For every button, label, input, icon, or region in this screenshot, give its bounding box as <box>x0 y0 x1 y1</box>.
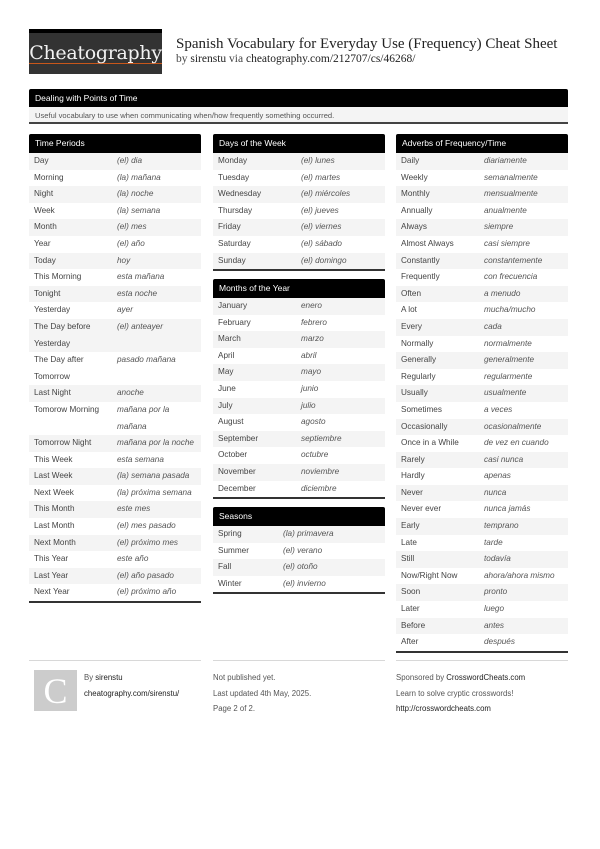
table-row <box>396 253 568 270</box>
spanish-term: esta mañana <box>117 272 165 282</box>
spanish-term: esta semana <box>117 454 164 464</box>
page-title: Spanish Vocabulary for Everyday Use (Frequency) Cheat Sheet <box>176 36 558 52</box>
english-term: Saturday <box>218 238 251 248</box>
table-row <box>213 381 385 398</box>
adverbs-table <box>396 134 568 653</box>
footer-by-line <box>84 670 201 686</box>
table-row <box>396 153 568 170</box>
table-row <box>213 364 385 381</box>
table-row <box>213 481 385 498</box>
english-term: Month <box>34 222 57 232</box>
english-term: December <box>218 483 256 493</box>
table-row <box>29 319 201 352</box>
english-term: Year <box>34 238 51 248</box>
time-periods-table <box>29 134 201 603</box>
spanish-term: julio <box>301 400 316 410</box>
table-row <box>396 634 568 651</box>
spanish-term: (el) jueves <box>301 205 339 215</box>
english-term: Usually <box>401 388 428 398</box>
english-term: Late <box>401 537 417 547</box>
table-row <box>213 526 385 543</box>
spanish-term: este mes <box>117 504 151 514</box>
spanish-term: a menudo <box>484 288 521 298</box>
table-row <box>29 584 201 601</box>
spanish-term: (la) próxima semana <box>117 487 192 497</box>
english-term: Tonight <box>34 288 61 298</box>
spanish-term: hoy <box>117 255 131 265</box>
sponsor-link[interactable]: CrosswordCheats.com <box>446 673 526 682</box>
table-row <box>29 568 201 585</box>
author-avatar[interactable]: C <box>34 670 77 711</box>
spanish-term: (el) martes <box>301 172 341 182</box>
table-row <box>396 419 568 436</box>
english-term: January <box>218 301 248 310</box>
english-term: Before <box>401 620 426 630</box>
english-term: Once in a While <box>401 438 459 448</box>
table-row <box>29 452 201 469</box>
sponsor-prefix: Sponsored by <box>396 673 445 682</box>
spanish-term: septiembre <box>301 433 342 443</box>
table-header: Time Periods <box>29 134 201 153</box>
spanish-term: ayer <box>117 305 133 315</box>
table-row <box>396 601 568 618</box>
sheet-url-link[interactable]: cheatography.com/212707/cs/46268/ <box>245 53 416 65</box>
english-term: September <box>218 433 259 443</box>
english-term: Hardly <box>401 471 425 481</box>
english-term: Occasionally <box>401 421 448 431</box>
spanish-term: (la) semana pasada <box>117 471 190 481</box>
table-body <box>213 153 385 271</box>
table-row <box>29 302 201 319</box>
table-row <box>29 535 201 552</box>
spanish-term: mañana por la noche <box>117 438 194 448</box>
spanish-term: (la) semana <box>117 205 161 215</box>
english-term: This Year <box>34 554 69 564</box>
spanish-term: (el) verano <box>283 545 323 555</box>
english-term: Day <box>34 156 49 165</box>
english-term: Always <box>401 222 427 232</box>
table-row <box>213 464 385 481</box>
english-term: Tomorow Morning <box>34 404 100 414</box>
spanish-term: tarde <box>484 537 503 547</box>
english-term: October <box>218 450 248 460</box>
english-term: Yesterday <box>34 305 71 315</box>
table-row <box>396 219 568 236</box>
table-row <box>396 501 568 518</box>
table-row <box>396 485 568 502</box>
spanish-term: pronto <box>484 587 508 597</box>
table-body <box>396 153 568 653</box>
page-number: Page 2 of 2. <box>213 704 256 713</box>
spanish-term: semanalmente <box>484 172 538 182</box>
spanish-term: octubre <box>301 450 329 460</box>
spanish-term: diciembre <box>301 483 337 493</box>
table-row <box>396 535 568 552</box>
table-row <box>213 298 385 315</box>
english-term: Summer <box>218 545 249 555</box>
english-term: Tomorrow Night <box>34 438 92 448</box>
english-term: Every <box>401 321 422 331</box>
english-term: Tuesday <box>218 172 250 182</box>
spanish-term: noviembre <box>301 466 340 476</box>
table-row <box>29 385 201 402</box>
spanish-term: casi nunca <box>484 454 524 464</box>
spanish-term: (la) primavera <box>283 529 334 538</box>
spanish-term: (el) miércoles <box>301 189 351 199</box>
english-term: Never <box>401 487 423 497</box>
spanish-term: (el) año pasado <box>117 570 174 580</box>
table-row <box>29 501 201 518</box>
english-term: Sunday <box>218 255 246 265</box>
spanish-term: regularmente <box>484 371 533 381</box>
english-term: August <box>218 417 244 427</box>
table-row <box>396 551 568 568</box>
table-row <box>396 170 568 187</box>
spanish-term: después <box>484 637 515 647</box>
table-row <box>29 485 201 502</box>
sponsor-tagline: Learn to solve cryptic crosswords! <box>396 688 514 698</box>
table-row <box>213 153 385 170</box>
table-row <box>396 584 568 601</box>
last-updated: Last updated 4th May, 2025. <box>213 688 312 698</box>
table-row <box>396 286 568 303</box>
by-label: By <box>84 673 94 682</box>
table-row <box>29 153 201 170</box>
table-row <box>29 286 201 303</box>
spanish-term: con frecuencia <box>484 272 538 282</box>
table-row <box>396 236 568 253</box>
spanish-term: apenas <box>484 471 511 481</box>
english-term: Next Year <box>34 587 70 597</box>
table-header: Seasons <box>213 507 385 526</box>
table-row <box>213 348 385 365</box>
table-row <box>29 468 201 485</box>
footer-author-url[interactable]: cheatography.com/sirenstu/ <box>84 688 180 698</box>
spanish-term: siempre <box>484 222 514 232</box>
spanish-term: mañana por la mañana <box>117 404 170 431</box>
english-term: Constantly <box>401 255 440 265</box>
spanish-term: (la) noche <box>117 189 154 199</box>
table-row <box>213 186 385 203</box>
footer-publish-info <box>213 660 385 717</box>
spanish-term: normalmente <box>484 338 532 348</box>
english-term: Last Year <box>34 570 69 580</box>
spanish-term: ahora/ahora mismo <box>484 570 555 580</box>
table-row <box>213 315 385 332</box>
sponsor-line <box>396 670 568 686</box>
table-row <box>29 435 201 452</box>
table-row <box>213 219 385 236</box>
table-row <box>29 186 201 203</box>
section-title: Dealing with Points of Time <box>29 89 568 107</box>
spanish-term: abril <box>301 350 317 360</box>
spanish-term: (el) mes pasado <box>117 521 176 531</box>
footer-author-link[interactable]: sirenstu <box>95 673 123 682</box>
spanish-term: (el) próximo mes <box>117 537 178 547</box>
table-row <box>213 398 385 415</box>
english-term: March <box>218 334 241 344</box>
spanish-term: casi siempre <box>484 238 530 248</box>
english-term: This Month <box>34 504 75 514</box>
english-term: Never ever <box>401 504 442 514</box>
table-row <box>396 302 568 319</box>
table-row <box>396 203 568 220</box>
spanish-term: esta noche <box>117 288 158 298</box>
table-row <box>396 186 568 203</box>
sponsor-url[interactable]: http://crosswordcheats.com <box>396 704 491 713</box>
byline <box>176 53 415 65</box>
spanish-term: mayo <box>301 367 322 377</box>
table-row <box>29 236 201 253</box>
spanish-term: de vez en cuando <box>484 438 549 448</box>
table-row <box>213 203 385 220</box>
english-term: Almost Always <box>401 238 454 248</box>
english-term: Rarely <box>401 454 425 464</box>
spanish-term: a veces <box>484 404 513 414</box>
table-row <box>396 369 568 386</box>
english-term: Morning <box>34 172 64 182</box>
spanish-term: (el) sábado <box>301 238 342 248</box>
table-body <box>213 526 385 594</box>
english-term: Wednesday <box>218 189 262 199</box>
footer-sponsor <box>396 660 568 717</box>
table-row <box>29 253 201 270</box>
table-row <box>213 170 385 187</box>
english-term: Sometimes <box>401 404 442 414</box>
spanish-term: marzo <box>301 334 324 344</box>
spanish-term: pasado mañana <box>117 355 176 365</box>
table-row <box>29 402 201 435</box>
spanish-term: todavía <box>484 554 511 564</box>
table-row <box>396 618 568 635</box>
english-term: Night <box>34 189 54 199</box>
spanish-term: antes <box>484 620 505 630</box>
english-term: Monday <box>218 156 248 165</box>
table-row <box>213 447 385 464</box>
english-term: July <box>218 400 233 410</box>
table-row <box>396 518 568 535</box>
table-body <box>29 153 201 603</box>
english-term: Next Week <box>34 487 74 497</box>
spanish-term: (el) mes <box>117 222 147 232</box>
table-header: Adverbs of Frequency/Time <box>396 134 568 153</box>
spanish-term: (el) anteayer <box>117 321 163 331</box>
table-row <box>29 170 201 187</box>
english-term: April <box>218 350 235 360</box>
english-term: Friday <box>218 222 241 232</box>
english-term: Monthly <box>401 189 430 199</box>
english-term: Normally <box>401 338 434 348</box>
spanish-term: anualmente <box>484 205 527 215</box>
english-term: Annually <box>401 205 433 215</box>
english-term: Regularly <box>401 371 436 381</box>
english-term: Later <box>401 604 420 614</box>
english-term: Week <box>34 205 55 215</box>
spanish-term: mucha/mucho <box>484 305 536 315</box>
months-of-year-table <box>213 279 385 499</box>
english-term: Winter <box>218 578 242 588</box>
spanish-term: agosto <box>301 417 326 427</box>
published-status: Not published yet. <box>213 673 276 682</box>
spanish-term: anoche <box>117 388 144 398</box>
english-term: February <box>218 317 251 327</box>
table-row <box>213 414 385 431</box>
table-row <box>396 336 568 353</box>
spanish-term: constantemente <box>484 255 543 265</box>
section-description: Useful vocabulary to use when communicating when/how frequently something occurred. <box>29 107 568 124</box>
english-term: Frequently <box>401 272 440 282</box>
english-term: Early <box>401 521 420 531</box>
english-term: Now/Right Now <box>401 570 458 580</box>
english-term: Soon <box>401 587 421 597</box>
table-row <box>396 319 568 336</box>
english-term: This Week <box>34 454 73 464</box>
seasons-table <box>213 507 385 594</box>
spanish-term: (el) otoño <box>283 562 318 572</box>
spanish-term: (el) año <box>117 238 145 248</box>
author-link[interactable]: sirenstu <box>190 53 227 65</box>
logo-text: Cheatography <box>29 41 162 64</box>
english-term: Fall <box>218 562 232 572</box>
spanish-term: (el) viernes <box>301 222 342 232</box>
english-term: The Day after Tomorrow <box>34 355 84 381</box>
table-row <box>29 551 201 568</box>
english-term: Thursday <box>218 205 253 215</box>
english-term: Last Week <box>34 471 73 481</box>
spanish-term: (el) dia <box>117 156 143 165</box>
table-row <box>29 219 201 236</box>
spanish-term: febrero <box>301 317 327 327</box>
table-row <box>396 452 568 469</box>
table-header: Days of the Week <box>213 134 385 153</box>
table-header: Months of the Year <box>213 279 385 298</box>
spanish-term: (el) invierno <box>283 578 326 588</box>
english-term: November <box>218 466 256 476</box>
english-term: Daily <box>401 156 420 165</box>
english-term: A lot <box>401 305 417 315</box>
spanish-term: ocasionalmente <box>484 421 542 431</box>
english-term: After <box>401 637 419 647</box>
cheatography-logo[interactable] <box>29 29 162 74</box>
via-label: via <box>229 53 244 65</box>
spanish-term: temprano <box>484 521 519 531</box>
spanish-term: diariamente <box>484 156 527 165</box>
spanish-term: nunca <box>484 487 507 497</box>
by-prefix: by <box>176 53 188 65</box>
table-row <box>396 385 568 402</box>
english-term: The Day before Yesterday <box>34 321 91 348</box>
table-row <box>29 518 201 535</box>
table-row <box>213 236 385 253</box>
table-row <box>29 352 201 385</box>
english-term: Often <box>401 288 422 298</box>
spanish-term: luego <box>484 604 505 614</box>
english-term: Last Night <box>34 388 71 398</box>
english-term: Generally <box>401 355 437 365</box>
spanish-term: cada <box>484 321 502 331</box>
english-term: May <box>218 367 234 377</box>
table-row <box>213 559 385 576</box>
table-row <box>396 352 568 369</box>
table-row <box>213 331 385 348</box>
english-term: Spring <box>218 529 242 538</box>
english-term: Today <box>34 255 56 265</box>
table-row <box>396 402 568 419</box>
table-row <box>29 203 201 220</box>
table-row <box>396 269 568 286</box>
table-row <box>213 431 385 448</box>
english-term: Last Month <box>34 521 75 531</box>
spanish-term: generalmente <box>484 355 535 365</box>
spanish-term: mensualmente <box>484 189 538 199</box>
table-row <box>29 269 201 286</box>
english-term: June <box>218 383 236 393</box>
spanish-term: (el) lunes <box>301 156 335 165</box>
spanish-term: enero <box>301 301 322 310</box>
table-row <box>213 543 385 560</box>
table-row <box>396 468 568 485</box>
spanish-term: (el) domingo <box>301 255 347 265</box>
english-term: This Morning <box>34 272 82 282</box>
table-row <box>396 435 568 452</box>
english-term: Weekly <box>401 172 428 182</box>
table-body <box>213 298 385 499</box>
spanish-term: este año <box>117 554 149 564</box>
table-row <box>213 253 385 270</box>
spanish-term: (el) próximo año <box>117 587 177 597</box>
english-term: Next Month <box>34 537 76 547</box>
spanish-term: junio <box>301 383 319 393</box>
english-term: Still <box>401 554 415 564</box>
table-row <box>396 568 568 585</box>
table-row <box>213 576 385 593</box>
spanish-term: usualmente <box>484 388 527 398</box>
spanish-term: (la) mañana <box>117 172 161 182</box>
days-of-week-table <box>213 134 385 271</box>
spanish-term: nunca jamás <box>484 504 531 514</box>
